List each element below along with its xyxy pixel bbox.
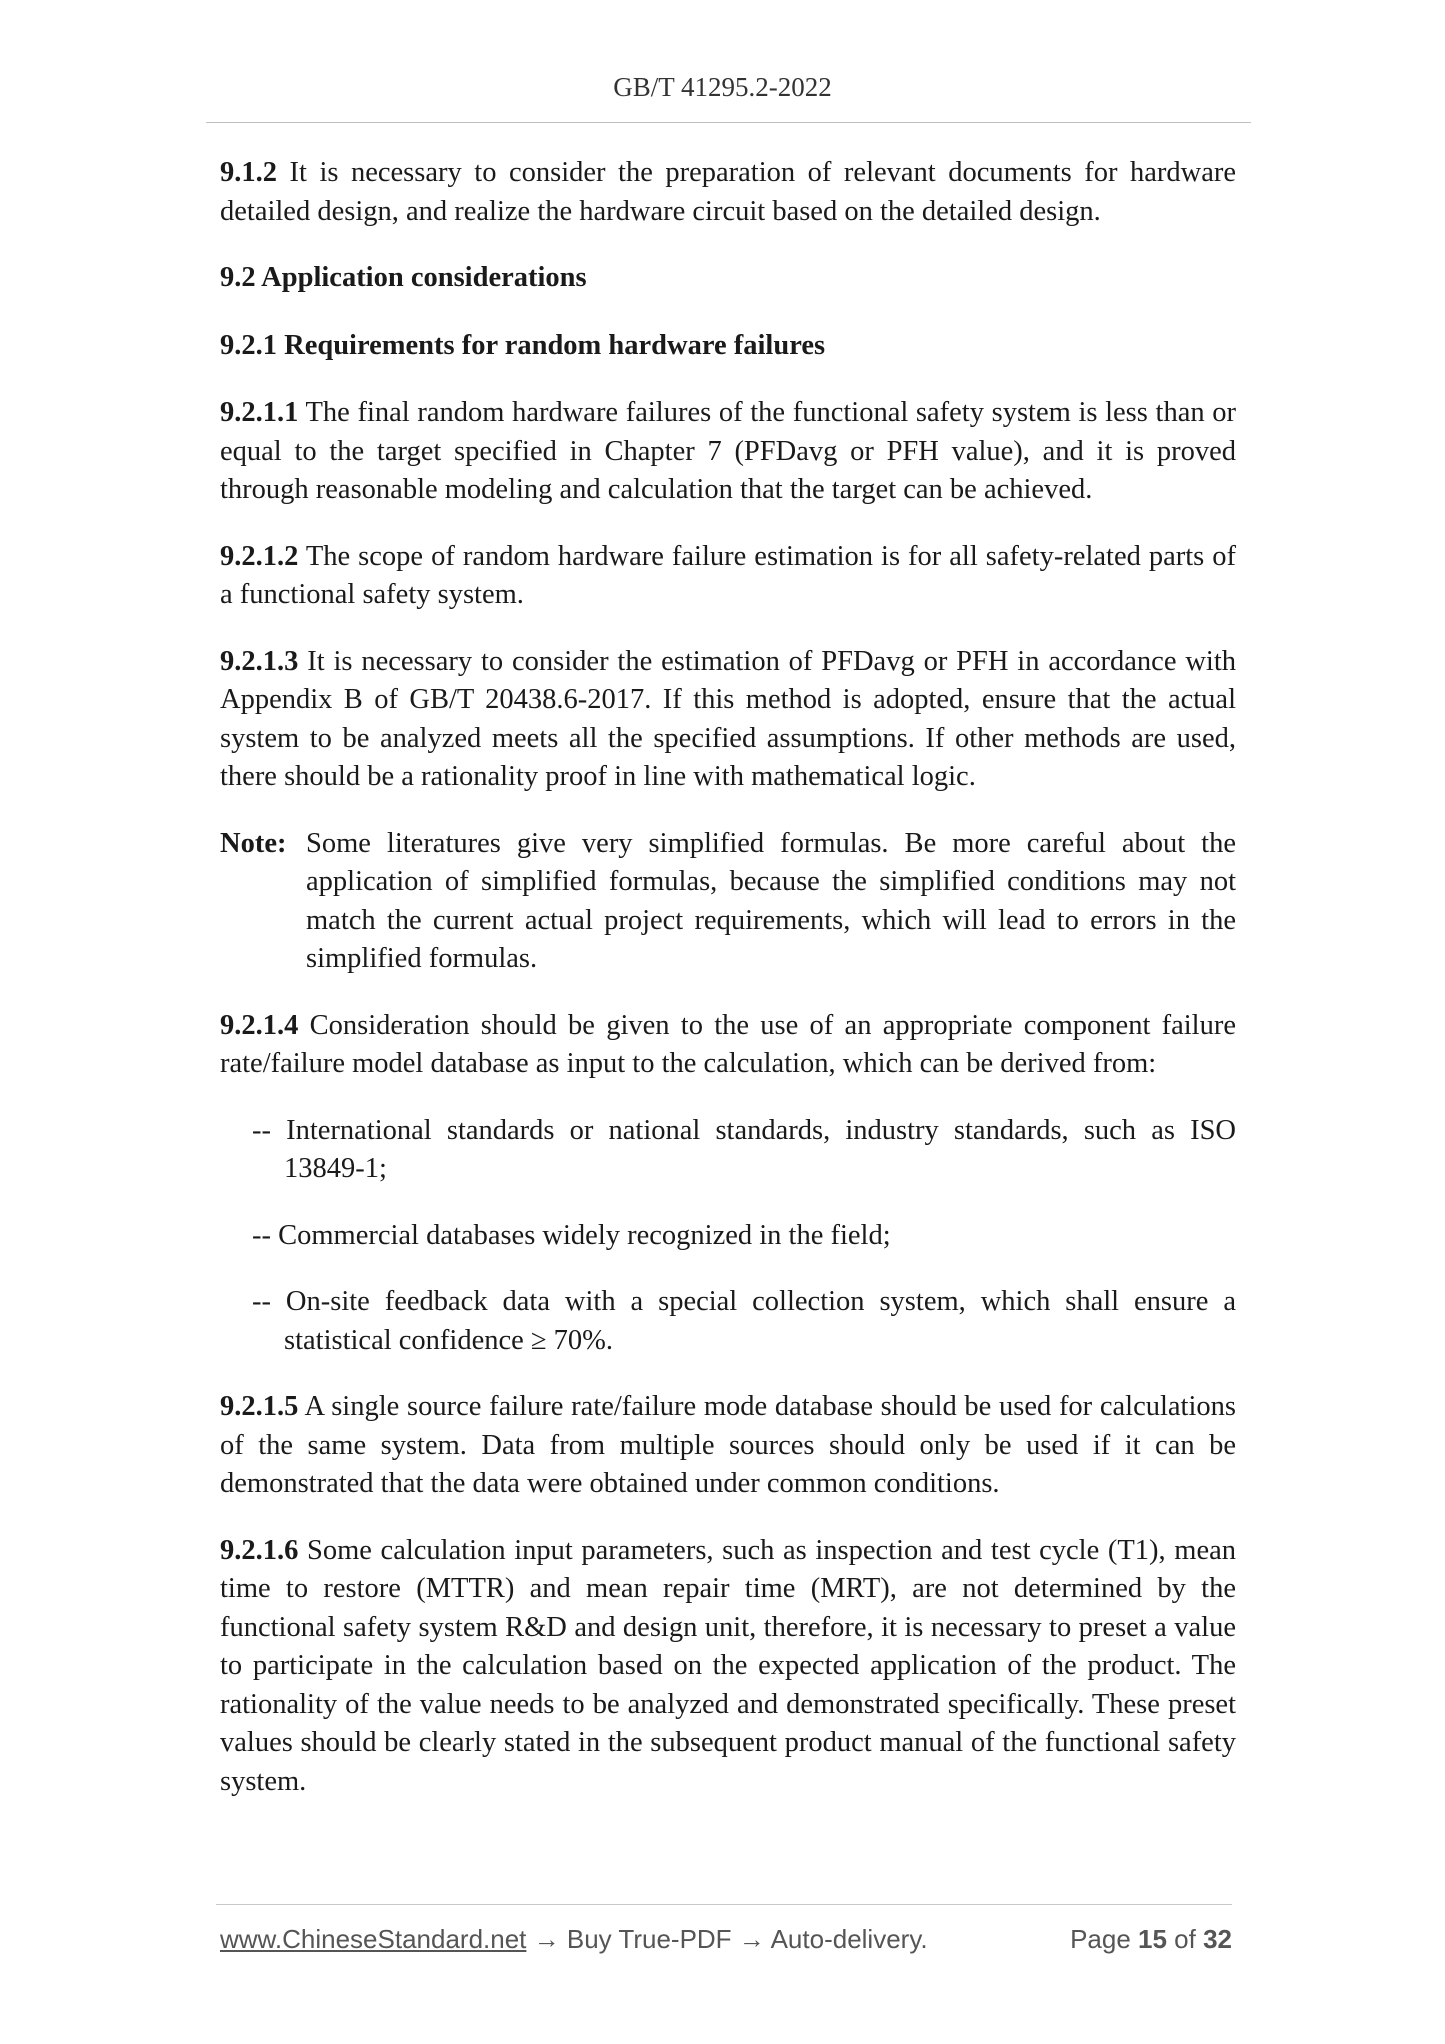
website-link[interactable]: www.ChineseStandard.net [220, 1924, 527, 1954]
clause-9-2-1-5 [220, 1388, 1236, 1504]
clause-9-1-2 [220, 154, 1236, 231]
clause-9-2-1-2 [220, 538, 1236, 615]
clause-number: 9.2.1.2 [220, 540, 299, 572]
note-block [220, 825, 1236, 979]
list-item: -- International standards or national standards, industry standards, such as ISO 13849-1; [252, 1114, 1236, 1184]
list-item: -- On-site feedback data with a special collection system, which shall ensure a statistical confidence ≥ 70%. [252, 1286, 1236, 1356]
footer-divider [216, 1904, 1232, 1905]
clause-9-2-1-1 [220, 394, 1236, 510]
arrow-icon: → [526, 1924, 567, 1954]
clause-text: The scope of random hardware failure estimation is for all safety-related parts of a functional safety system. [220, 540, 1236, 610]
note-text: Some literatures give very simplified formulas. Be more careful about the application of simplified formulas, because the simplified conditions may not match the current actual project requirements, which will lead to errors in the simplified formulas. [306, 827, 1236, 974]
arrow-icon: → [731, 1924, 771, 1954]
clause-text: Some calculation input parameters, such as inspection and test cycle (T1), mean time to restore (MTTR) and mean repair time (MRT), are not determined by the functional safety system R&D and design unit, therefore, it is necessary to preset a value to participate in the calculation based on the expected application of the product. The rationality of the value needs to be analyzed and demonstrated specifically. These preset values should be clearly stated in the subsequent product manual of the functional safety system. [220, 1534, 1236, 1797]
delivery-text: Auto-delivery. [770, 1924, 928, 1954]
page-label: Page [1070, 1924, 1139, 1954]
heading-9-2-1: 9.2.1 Requirements for random hardware failures [220, 329, 826, 361]
header-divider [206, 122, 1251, 123]
document-header-title: GB/T 41295.2-2022 [613, 72, 832, 102]
document-body [220, 154, 1236, 1829]
clause-9-2-1-6 [220, 1532, 1236, 1802]
total-pages: 32 [1203, 1924, 1232, 1954]
list-item: -- Commercial databases widely recognized in the field; [252, 1219, 891, 1251]
clause-text: The final random hardware failures of the functional safety system is less than or equal to the target specified in Chapter 7 (PFDavg or PFH value), and it is proved through reasonable modeling and calculation that the target can be achieved. [220, 397, 1236, 505]
footer-promo [220, 1924, 928, 1955]
clause-text: It is necessary to consider the preparation of relevant documents for hardware detailed design, and realize the hardware circuit based on the detailed design. [220, 157, 1236, 227]
clause-text: Consideration should be given to the use of an appropriate component failure rate/failure model database as input to the calculation, which can be derived from: [220, 1009, 1236, 1079]
clause-9-2-1-3 [220, 643, 1236, 797]
clause-number: 9.2.1.1 [220, 397, 299, 428]
page-footer [220, 1924, 1232, 1964]
clause-number: 9.2.1.6 [220, 1534, 299, 1566]
clause-text: It is necessary to consider the estimation of PFDavg or PFH in accordance with Appendix B of GB/T 20438.6-2017. If this method is adopted, ensure that the actual system to be analyzed meets all the specified assumptions. If other methods are used, there should be a rationality proof in line with mathematical logic. [220, 645, 1236, 792]
clause-number: 9.1.2 [220, 157, 277, 188]
buy-text: Buy True-PDF [566, 1924, 732, 1954]
clause-number: 9.2.1.4 [220, 1009, 299, 1041]
of-label: of [1166, 1924, 1204, 1954]
page-indicator [1070, 1924, 1232, 1955]
clause-number: 9.2.1.3 [220, 645, 299, 677]
heading-9-2: 9.2 Application considerations [220, 262, 587, 293]
clause-9-2-1-4 [220, 1007, 1236, 1084]
current-page: 15 [1138, 1924, 1167, 1954]
clause-number: 9.2.1.5 [220, 1391, 299, 1422]
clause-text: A single source failure rate/failure mode database should be used for calculations of the same system. Data from multiple sources should only be used if it can be demonstrated that the data were obtained under common conditions. [220, 1391, 1236, 1499]
note-label: Note: [220, 827, 287, 859]
